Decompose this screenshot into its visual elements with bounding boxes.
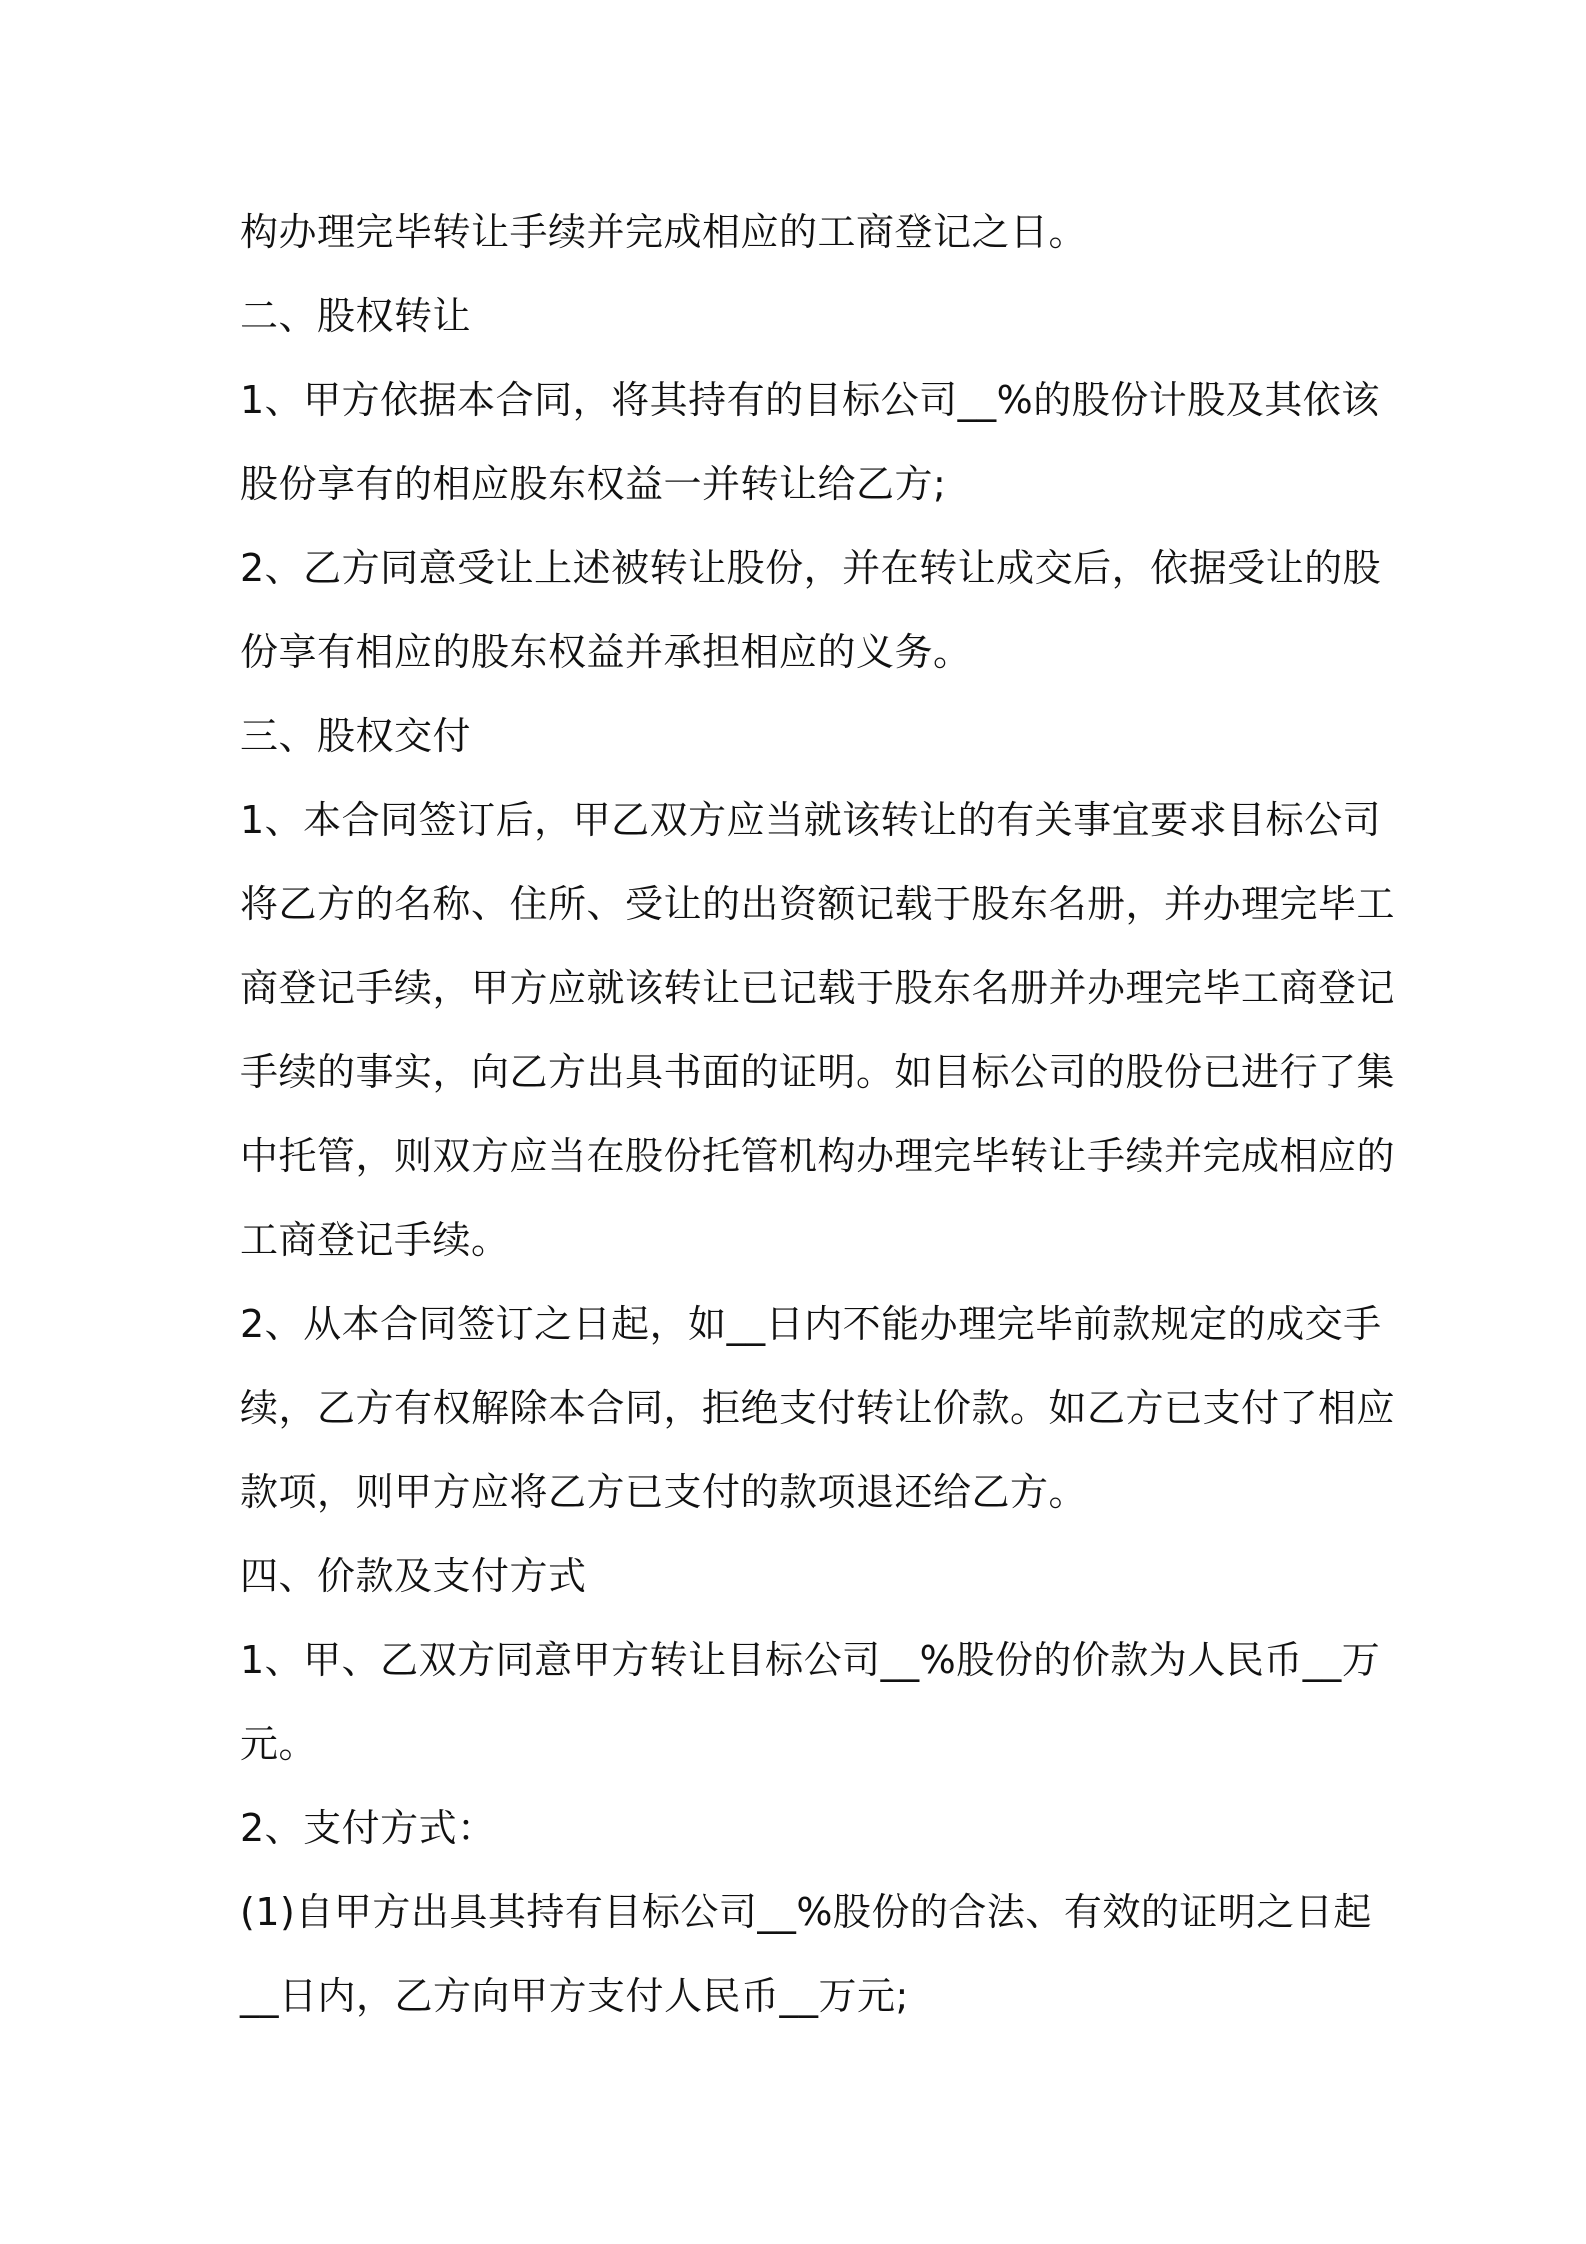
text-line: 商登记手续，甲方应就该转让已记载于股东名册并办理完毕工商登记	[240, 966, 1396, 1010]
text-line: 构办理完毕转让手续并完成相应的工商登记之日。	[240, 210, 1088, 254]
text-line: 股份享有的相应股东权益一并转让给乙方;	[240, 462, 947, 506]
text-line: 1、甲、乙双方同意甲方转让目标公司__%股份的价款为人民币__万	[240, 1638, 1381, 1682]
text-line: (1)自甲方出具其持有目标公司__%股份的合法、有效的证明之日起	[240, 1890, 1372, 1934]
section-heading: 三、股权交付	[240, 714, 472, 758]
text-line: 工商登记手续。	[240, 1218, 510, 1262]
text-line: 2、支付方式：	[240, 1806, 496, 1850]
section-heading: 四、价款及支付方式	[240, 1554, 587, 1598]
text-line: 将乙方的名称、住所、受让的出资额记载于股东名册，并办理完毕工	[240, 882, 1396, 926]
section-heading: 二、股权转让	[240, 294, 472, 338]
text-line: 1、本合同签订后，甲乙双方应当就该转让的有关事宜要求目标公司	[240, 798, 1382, 842]
text-line: 2、从本合同签订之日起，如__日内不能办理完毕前款规定的成交手	[240, 1302, 1382, 1346]
text-line: 元。	[240, 1722, 318, 1766]
text-line: 2、乙方同意受让上述被转让股份，并在转让成交后，依据受让的股	[240, 546, 1382, 590]
text-line: 续，乙方有权解除本合同，拒绝支付转让价款。如乙方已支付了相应	[240, 1386, 1396, 1430]
text-line: 1、甲方依据本合同，将其持有的目标公司__%的股份计股及其依该	[240, 378, 1380, 422]
text-line: 份享有相应的股东权益并承担相应的义务。	[240, 630, 972, 674]
document-body	[240, 190, 1396, 2038]
text-line: __日内，乙方向甲方支付人民币__万元;	[240, 1974, 909, 2018]
text-line: 中托管，则双方应当在股份托管机构办理完毕转让手续并完成相应的	[240, 1134, 1396, 1178]
text-line: 款项，则甲方应将乙方已支付的款项退还给乙方。	[240, 1470, 1088, 1514]
text-line: 手续的事实，向乙方出具书面的证明。如目标公司的股份已进行了集	[240, 1050, 1396, 1094]
